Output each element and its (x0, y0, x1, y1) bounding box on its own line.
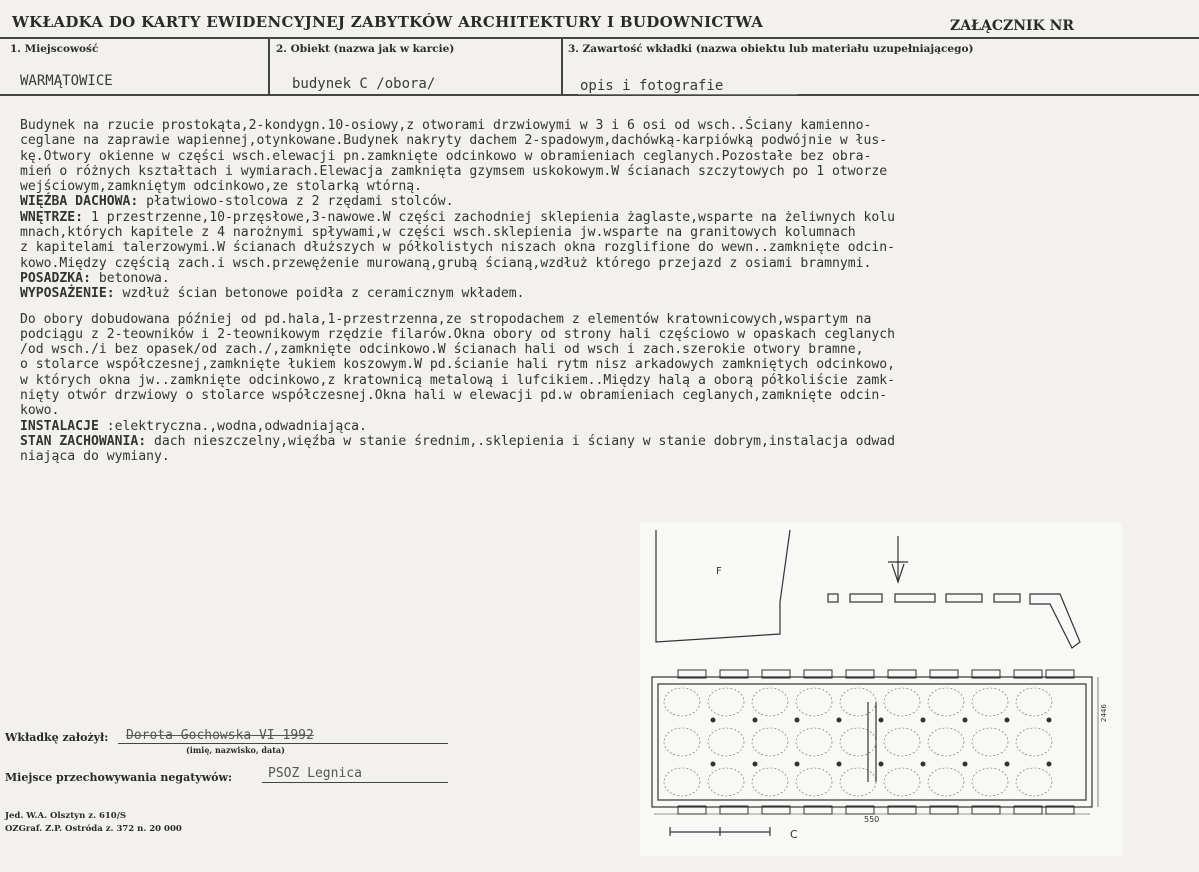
vault-arc (840, 728, 876, 756)
field-divider-1 (268, 37, 270, 95)
founder-value: Dorota Gochowska VI 1992 (126, 728, 314, 743)
roof-structure-line (20, 194, 1180, 209)
vault-arc (840, 688, 876, 716)
condition-text: dach nieszczelny,więźba w stanie średnim,.sklepienia i ściany w stanie dobrym,instalacja odwad (146, 433, 896, 449)
field-value-content: opis i fotografie (580, 78, 724, 94)
condition-line (20, 434, 1180, 449)
field-label-content: 3. Zawartość wkładki (nazwa obiektu lub materiału uzupełniającego) (568, 43, 974, 55)
desc-line: /od wsch./i bez opasek/od zach./,zamknięte odcinkowo.W ścianach hali od wsch i zach.szerokie otwory bramne, (20, 342, 864, 358)
desc-line: nięty otwór drzwiowy o stolarce współczesnej.Okna hali w elewacji pd.w obramieniach ceglanych,zamknięte odcin- (20, 388, 888, 404)
column-mark (1047, 762, 1052, 767)
content-underline (578, 94, 798, 95)
field-value-object: budynek C /obora/ (292, 76, 436, 92)
desc-line: Do obory dobudowana później od pd.hala,1-przestrzenna,ze stropodachem z elementów kratownicowych,wspartym na (20, 311, 872, 327)
desc-line: mnach,których kapitele z 4 narożnymi spływami,w części wsch.sklepienia jw.wsparte na granitowych kolumnach (20, 225, 856, 241)
vault-arc (752, 768, 788, 796)
roof-structure-text: płatwiowo-stolcowa z 2 rzędami stolców. (138, 194, 454, 210)
roof-structure-label: WIĘŹBA DACHOWA: (20, 194, 139, 210)
desc-line: kowo. (20, 403, 60, 419)
floor-line (20, 271, 1180, 286)
vault-arc (752, 688, 788, 716)
column-mark (795, 762, 800, 767)
founder-label: Wkładkę założył: (5, 731, 109, 744)
installations-text: :elektryczna.,wodna,odwadniająca. (98, 418, 367, 434)
card-title: WKŁADKA DO KARTY EWIDENCYJNEJ ZABYTKÓW ARCHITEKTURY I BUDOWNICTWA (12, 13, 764, 31)
column-mark (795, 718, 800, 723)
column-mark (837, 762, 842, 767)
floor-plan-svg (640, 522, 1122, 856)
vault-arc (972, 688, 1008, 716)
plan-marker-f: F (716, 566, 722, 577)
annex-label: ZAŁĄCZNIK NR (950, 18, 1075, 34)
desc-line: podciągu z 2-teowników i 2-teownikowym rzędzie filarów.Okna obory od strony hali częściowo w opaskach ceglanych (20, 326, 896, 342)
header-rule-top (0, 37, 1199, 39)
desc-line: z kapitelami talerzowymi.W ścianach dłuższych w półkolistych niszach okna rozglifione do wewn..zamknięte odcin- (20, 240, 896, 256)
equipment-line (20, 286, 1180, 301)
vault-arc (1016, 688, 1052, 716)
equipment-text: wzdłuż ścian betonowe poidła z ceramicznym wkładem. (114, 286, 525, 302)
desc-line: mień o różnych kształtach i wymiarach.Elewacja zamknięta gzymsem uskokowym.W ścianach szczytowych po 1 otworze (20, 163, 888, 179)
interior-text: 1 przestrzenne,10-przęsłowe,3-nawowe.W części zachodniej sklepienia żaglaste,wsparte na żeliwnych kolu (83, 209, 896, 225)
storage-value: PSOZ Legnica (268, 766, 362, 781)
vault-arc (884, 768, 920, 796)
vault-arc (928, 768, 964, 796)
vault-arc (664, 728, 700, 756)
plan-dimension: 550 (864, 815, 880, 824)
floor-text: betonowa. (90, 270, 170, 286)
vault-arc (664, 688, 700, 716)
field-divider-2 (561, 37, 563, 95)
column-mark (753, 718, 758, 723)
vault-arc (708, 688, 744, 716)
paragraph-gap (20, 302, 1180, 312)
desc-line: kowo.Między częścią zach.i wsch.przewężenie murowaną,grubą ścianą,wzdłuż którego przejazd z osiami bramnymi. (20, 255, 872, 271)
imprint-line-2: OZGraf. Z.P. Ostróda z. 372 n. 20 000 (5, 824, 182, 834)
vault-arc (928, 688, 964, 716)
interior-line (20, 210, 1180, 225)
floor-plan-drawing (640, 522, 1122, 856)
column-mark (921, 718, 926, 723)
vault-arc (928, 728, 964, 756)
vault-arc (752, 728, 788, 756)
vault-arc (796, 768, 832, 796)
vault-arc (708, 768, 744, 796)
vault-arc (1016, 728, 1052, 756)
field-label-locality: 1. Miejscowość (10, 43, 99, 55)
vault-arc (884, 728, 920, 756)
column-mark (1005, 762, 1010, 767)
column-mark (963, 762, 968, 767)
imprint-line-1: Jed. W.A. Olsztyn z. 610/S (5, 811, 126, 821)
interior-label: WNĘTRZE: (20, 209, 84, 225)
column-mark (711, 762, 716, 767)
founder-underline (118, 743, 448, 744)
field-label-object: 2. Obiekt (nazwa jak w karcie) (276, 43, 455, 55)
condition-label: STAN ZACHOWANIA: (20, 433, 147, 449)
vault-arc (840, 768, 876, 796)
vault-arc (972, 728, 1008, 756)
description-text (20, 118, 1180, 465)
column-mark (1047, 718, 1052, 723)
column-mark (837, 718, 842, 723)
vault-arc (1016, 768, 1052, 796)
vault-arc (972, 768, 1008, 796)
vault-arc (796, 688, 832, 716)
founder-hint: (imię, nazwisko, data) (186, 745, 285, 755)
vault-arc (664, 768, 700, 796)
plan-side-dimension: 2446 (1100, 704, 1108, 722)
floor-label: POSADZKA: (20, 270, 91, 286)
installations-label: INSTALACJE (20, 418, 99, 434)
column-mark (879, 718, 884, 723)
equipment-label: WYPOSAŻENIE: (20, 286, 115, 302)
storage-underline (262, 782, 448, 783)
column-mark (879, 762, 884, 767)
desc-line: Budynek na rzucie prostokąta,2-kondygn.10-osiowy,z otworami drzwiowymi w 3 i 6 osi od wsch..Ściany kamienno- (20, 118, 872, 133)
column-mark (711, 718, 716, 723)
installations-line (20, 419, 1180, 434)
column-mark (963, 718, 968, 723)
column-mark (921, 762, 926, 767)
desc-line: niająca do wymiany. (20, 449, 170, 465)
column-mark (753, 762, 758, 767)
desc-line: kę.Otwory okienne w części wsch.elewacji pn.zamknięte odcinkowo w obramieniach ceglanych.Pozostałe bez obra- (20, 148, 872, 164)
vault-arc (884, 688, 920, 716)
field-value-locality: WARMĄTOWICE (20, 73, 113, 89)
scale-label: C (790, 828, 798, 841)
vault-arc (708, 728, 744, 756)
desc-line: w których okna jw..zamknięte odcinkowo,z kratownicą metalową i lufcikiem..Między halą a oborą półkoliście zamk- (20, 372, 896, 388)
column-mark (1005, 718, 1010, 723)
vault-arc (796, 728, 832, 756)
desc-line: o stolarce współczesnej,zamknięte łukiem koszowym.W pd.ścianie hali rytm nisz arkadowych zamkniętych odcinkowo, (20, 357, 896, 373)
storage-label: Miejsce przechowywania negatywów: (5, 771, 233, 784)
desc-line: ceglane na zaprawie wapiennej,otynkowane.Budynek nakryty dachem 2-spadowym,dachówką-karpiówką podwójnie w łus- (20, 133, 888, 149)
desc-line: wejściowym,zamkniętym odcinkowo,ze stolarką wtórną. (20, 179, 423, 195)
